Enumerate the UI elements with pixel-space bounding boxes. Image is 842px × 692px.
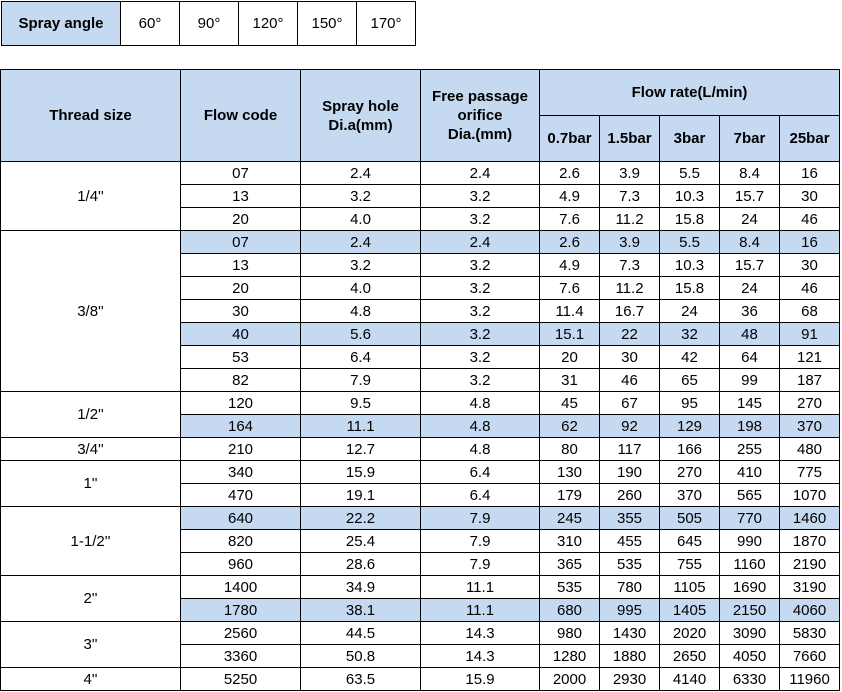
flow-rate-cell: 565 <box>720 484 780 507</box>
flow-rate-cell: 20 <box>540 346 600 369</box>
flow-rate-cell: 15.7 <box>720 254 780 277</box>
thread-size-cell: 1-1/2'' <box>1 507 181 576</box>
flow-rate-cell: 1070 <box>780 484 840 507</box>
flow-rate-cell: 755 <box>660 553 720 576</box>
flow-rate-cell: 1870 <box>780 530 840 553</box>
thread-size-cell: 2'' <box>1 576 181 622</box>
table-body <box>1 162 840 691</box>
flow-code-cell: 13 <box>181 254 301 277</box>
flow-rate-cell: 2190 <box>780 553 840 576</box>
flow-code-cell: 07 <box>181 231 301 254</box>
flow-rate-cell: 3090 <box>720 622 780 645</box>
flow-code-cell: 164 <box>181 415 301 438</box>
flow-rate-cell: 775 <box>780 461 840 484</box>
orifice-cell: 3.2 <box>421 300 540 323</box>
flow-code-cell: 820 <box>181 530 301 553</box>
flow-rate-cell: 1880 <box>600 645 660 668</box>
orifice-cell: 3.2 <box>421 346 540 369</box>
free-passage-header-line: orifice <box>457 107 503 124</box>
flow-rate-cell: 410 <box>720 461 780 484</box>
flow-rate-cell: 15.8 <box>660 277 720 300</box>
flow-rate-cell: 990 <box>720 530 780 553</box>
flow-rate-cell: 48 <box>720 323 780 346</box>
spray-hole-cell: 2.4 <box>301 162 421 185</box>
orifice-cell: 4.8 <box>421 438 540 461</box>
flow-rate-cell: 91 <box>780 323 840 346</box>
flow-rate-cell: 370 <box>780 415 840 438</box>
flow-rate-cell: 145 <box>720 392 780 415</box>
spray-hole-cell: 38.1 <box>301 599 421 622</box>
free-passage-header-line: Dia.(mm) <box>447 126 513 143</box>
orifice-cell: 15.9 <box>421 668 540 691</box>
spray-hole-cell: 4.0 <box>301 208 421 231</box>
spray-hole-cell: 2.4 <box>301 231 421 254</box>
flow-rate-cell: 1280 <box>540 645 600 668</box>
orifice-cell: 2.4 <box>421 162 540 185</box>
spray-hole-cell: 4.8 <box>301 300 421 323</box>
flow-rate-cell: 1160 <box>720 553 780 576</box>
flow-rate-cell: 24 <box>720 277 780 300</box>
flow-rate-cell: 16 <box>780 231 840 254</box>
flow-rate-cell: 255 <box>720 438 780 461</box>
flow-rate-cell: 130 <box>540 461 600 484</box>
pressure-header: 1.5bar <box>600 116 660 162</box>
thread-size-header: Thread size <box>1 70 181 162</box>
spray-hole-header <box>301 70 421 162</box>
thread-size-cell: 1/4'' <box>1 162 181 231</box>
flow-rate-cell: 370 <box>660 484 720 507</box>
spray-angle-value: 90° <box>180 2 239 46</box>
flow-rate-cell: 30 <box>780 185 840 208</box>
flow-rate-cell: 7.6 <box>540 277 600 300</box>
flow-rate-cell: 42 <box>660 346 720 369</box>
flow-rate-cell: 95 <box>660 392 720 415</box>
table-row <box>1 461 840 484</box>
flow-rate-cell: 10.3 <box>660 254 720 277</box>
table-row <box>1 392 840 415</box>
orifice-cell: 3.2 <box>421 369 540 392</box>
table-row <box>1 622 840 645</box>
table-row <box>1 438 840 461</box>
pressure-header: 7bar <box>720 116 780 162</box>
spray-angle-value: 60° <box>121 2 180 46</box>
flow-rate-cell: 22 <box>600 323 660 346</box>
flow-code-cell: 1400 <box>181 576 301 599</box>
flow-rate-cell: 121 <box>780 346 840 369</box>
flow-rate-cell: 30 <box>780 254 840 277</box>
spray-hole-cell: 7.9 <box>301 369 421 392</box>
spray-angle-table <box>1 1 416 46</box>
flow-code-cell: 40 <box>181 323 301 346</box>
flow-rate-cell: 11960 <box>780 668 840 691</box>
orifice-cell: 11.1 <box>421 599 540 622</box>
orifice-cell: 7.9 <box>421 553 540 576</box>
flow-rate-cell: 15.8 <box>660 208 720 231</box>
spray-hole-cell: 5.6 <box>301 323 421 346</box>
flow-rate-cell: 505 <box>660 507 720 530</box>
flow-rate-cell: 995 <box>600 599 660 622</box>
flow-rate-cell: 8.4 <box>720 162 780 185</box>
flow-code-cell: 120 <box>181 392 301 415</box>
flow-code-cell: 13 <box>181 185 301 208</box>
table-row <box>1 231 840 254</box>
flow-rate-cell: 64 <box>720 346 780 369</box>
spray-hole-cell: 3.2 <box>301 185 421 208</box>
orifice-cell: 14.3 <box>421 622 540 645</box>
flow-rate-cell: 3.9 <box>600 231 660 254</box>
flow-rate-cell: 535 <box>600 553 660 576</box>
spray-hole-cell: 25.4 <box>301 530 421 553</box>
free-passage-header <box>421 70 540 162</box>
flow-rate-cell: 80 <box>540 438 600 461</box>
flow-code-cell: 2560 <box>181 622 301 645</box>
flow-rate-cell: 16.7 <box>600 300 660 323</box>
spray-hole-cell: 50.8 <box>301 645 421 668</box>
flow-code-cell: 82 <box>181 369 301 392</box>
flow-rate-cell: 190 <box>600 461 660 484</box>
flow-rate-cell: 46 <box>780 208 840 231</box>
flow-rate-cell: 36 <box>720 300 780 323</box>
flow-code-cell: 340 <box>181 461 301 484</box>
spray-hole-cell: 28.6 <box>301 553 421 576</box>
flow-rate-cell: 7.3 <box>600 185 660 208</box>
flow-code-cell: 5250 <box>181 668 301 691</box>
spray-hole-cell: 15.9 <box>301 461 421 484</box>
table-row <box>1 507 840 530</box>
orifice-cell: 3.2 <box>421 323 540 346</box>
flow-rate-table <box>0 69 840 691</box>
flow-rate-cell: 2.6 <box>540 162 600 185</box>
flow-rate-cell: 310 <box>540 530 600 553</box>
flow-rate-cell: 46 <box>600 369 660 392</box>
flow-rate-cell: 11.4 <box>540 300 600 323</box>
flow-rate-cell: 8.4 <box>720 231 780 254</box>
header-row <box>1 70 840 116</box>
flow-rate-cell: 198 <box>720 415 780 438</box>
flow-rate-cell: 4050 <box>720 645 780 668</box>
flow-rate-cell: 7660 <box>780 645 840 668</box>
thread-size-cell: 1/2'' <box>1 392 181 438</box>
spray-hole-cell: 22.2 <box>301 507 421 530</box>
flow-rate-cell: 62 <box>540 415 600 438</box>
flow-code-cell: 20 <box>181 277 301 300</box>
flow-code-cell: 53 <box>181 346 301 369</box>
flow-code-cell: 960 <box>181 553 301 576</box>
flow-rate-cell: 166 <box>660 438 720 461</box>
orifice-cell: 2.4 <box>421 231 540 254</box>
orifice-cell: 4.8 <box>421 415 540 438</box>
thread-size-cell: 3'' <box>1 622 181 668</box>
flow-rate-cell: 1430 <box>600 622 660 645</box>
flow-rate-cell: 2.6 <box>540 231 600 254</box>
spray-hole-cell: 34.9 <box>301 576 421 599</box>
spray-hole-cell: 63.5 <box>301 668 421 691</box>
spray-hole-cell: 44.5 <box>301 622 421 645</box>
flow-rate-cell: 1690 <box>720 576 780 599</box>
flow-rate-cell: 2000 <box>540 668 600 691</box>
spray-angle-value: 150° <box>298 2 357 46</box>
thread-size-cell: 3/4'' <box>1 438 181 461</box>
orifice-cell: 3.2 <box>421 254 540 277</box>
flow-rate-cell: 5830 <box>780 622 840 645</box>
spray-hole-cell: 19.1 <box>301 484 421 507</box>
flow-rate-cell: 45 <box>540 392 600 415</box>
flow-rate-cell: 270 <box>660 461 720 484</box>
thread-size-cell: 4'' <box>1 668 181 691</box>
flow-rate-cell: 6330 <box>720 668 780 691</box>
flow-rate-cell: 68 <box>780 300 840 323</box>
flow-rate-cell: 2930 <box>600 668 660 691</box>
flow-rate-cell: 92 <box>600 415 660 438</box>
thread-size-cell: 1'' <box>1 461 181 507</box>
flow-rate-cell: 187 <box>780 369 840 392</box>
flow-code-header: Flow code <box>181 70 301 162</box>
flow-rate-cell: 24 <box>660 300 720 323</box>
flow-rate-cell: 15.1 <box>540 323 600 346</box>
flow-rate-cell: 65 <box>660 369 720 392</box>
table-row <box>1 162 840 185</box>
flow-rate-cell: 11.2 <box>600 208 660 231</box>
flow-rate-cell: 32 <box>660 323 720 346</box>
flow-rate-cell: 270 <box>780 392 840 415</box>
flow-rate-cell: 3190 <box>780 576 840 599</box>
flow-code-cell: 470 <box>181 484 301 507</box>
flow-rate-cell: 99 <box>720 369 780 392</box>
flow-rate-cell: 46 <box>780 277 840 300</box>
thread-size-cell: 3/8'' <box>1 231 181 392</box>
flow-rate-cell: 365 <box>540 553 600 576</box>
orifice-cell: 14.3 <box>421 645 540 668</box>
flow-rate-cell: 980 <box>540 622 600 645</box>
flow-rate-cell: 7.6 <box>540 208 600 231</box>
spray-hole-header-line: Di.a(mm) <box>328 116 393 134</box>
flow-rate-cell: 10.3 <box>660 185 720 208</box>
flow-rate-cell: 30 <box>600 346 660 369</box>
flow-rate-cell: 24 <box>720 208 780 231</box>
orifice-cell: 3.2 <box>421 185 540 208</box>
free-passage-header-line: Free passage <box>432 88 528 105</box>
flow-rate-cell: 3.9 <box>600 162 660 185</box>
spray-angle-label: Spray angle <box>2 2 121 46</box>
flow-rate-cell: 4.9 <box>540 254 600 277</box>
spray-hole-cell: 6.4 <box>301 346 421 369</box>
pressure-header: 0.7bar <box>540 116 600 162</box>
flow-rate-cell: 4.9 <box>540 185 600 208</box>
flow-rate-cell: 2650 <box>660 645 720 668</box>
flow-code-cell: 640 <box>181 507 301 530</box>
flow-rate-cell: 780 <box>600 576 660 599</box>
flow-rate-cell: 5.5 <box>660 231 720 254</box>
flow-code-cell: 20 <box>181 208 301 231</box>
flow-rate-cell: 179 <box>540 484 600 507</box>
flow-code-cell: 1780 <box>181 599 301 622</box>
spray-angle-row <box>2 2 416 46</box>
spray-hole-header-line: Spray hole <box>322 97 399 115</box>
flow-rate-cell: 15.7 <box>720 185 780 208</box>
spray-hole-cell: 11.1 <box>301 415 421 438</box>
flow-rate-cell: 770 <box>720 507 780 530</box>
flow-rate-cell: 2150 <box>720 599 780 622</box>
table-row <box>1 668 840 691</box>
flow-rate-cell: 16 <box>780 162 840 185</box>
flow-rate-cell: 117 <box>600 438 660 461</box>
flow-rate-cell: 245 <box>540 507 600 530</box>
flow-rate-cell: 355 <box>600 507 660 530</box>
spray-hole-cell: 9.5 <box>301 392 421 415</box>
flow-rate-cell: 67 <box>600 392 660 415</box>
flow-rate-cell: 645 <box>660 530 720 553</box>
orifice-cell: 7.9 <box>421 530 540 553</box>
spray-hole-cell: 3.2 <box>301 254 421 277</box>
flow-rate-cell: 1460 <box>780 507 840 530</box>
flow-code-cell: 3360 <box>181 645 301 668</box>
flow-rate-cell: 680 <box>540 599 600 622</box>
flow-rate-cell: 535 <box>540 576 600 599</box>
orifice-cell: 11.1 <box>421 576 540 599</box>
flow-rate-cell: 1405 <box>660 599 720 622</box>
pressure-header: 3bar <box>660 116 720 162</box>
table-row <box>1 576 840 599</box>
flow-code-cell: 07 <box>181 162 301 185</box>
orifice-cell: 7.9 <box>421 507 540 530</box>
flow-rate-cell: 129 <box>660 415 720 438</box>
flow-rate-cell: 480 <box>780 438 840 461</box>
flow-rate-cell: 455 <box>600 530 660 553</box>
spray-angle-value: 120° <box>239 2 298 46</box>
flow-rate-cell: 5.5 <box>660 162 720 185</box>
orifice-cell: 6.4 <box>421 484 540 507</box>
orifice-cell: 3.2 <box>421 277 540 300</box>
orifice-cell: 4.8 <box>421 392 540 415</box>
flow-rate-cell: 260 <box>600 484 660 507</box>
orifice-cell: 6.4 <box>421 461 540 484</box>
orifice-cell: 3.2 <box>421 208 540 231</box>
flow-rate-header: Flow rate(L/min) <box>540 70 840 116</box>
flow-code-cell: 210 <box>181 438 301 461</box>
spray-angle-value: 170° <box>357 2 416 46</box>
flow-code-cell: 30 <box>181 300 301 323</box>
flow-rate-cell: 7.3 <box>600 254 660 277</box>
flow-rate-cell: 4060 <box>780 599 840 622</box>
spray-hole-cell: 4.0 <box>301 277 421 300</box>
flow-rate-cell: 31 <box>540 369 600 392</box>
pressure-header: 25bar <box>780 116 840 162</box>
spray-hole-cell: 12.7 <box>301 438 421 461</box>
flow-rate-cell: 4140 <box>660 668 720 691</box>
flow-rate-cell: 1105 <box>660 576 720 599</box>
flow-rate-cell: 2020 <box>660 622 720 645</box>
flow-rate-cell: 11.2 <box>600 277 660 300</box>
